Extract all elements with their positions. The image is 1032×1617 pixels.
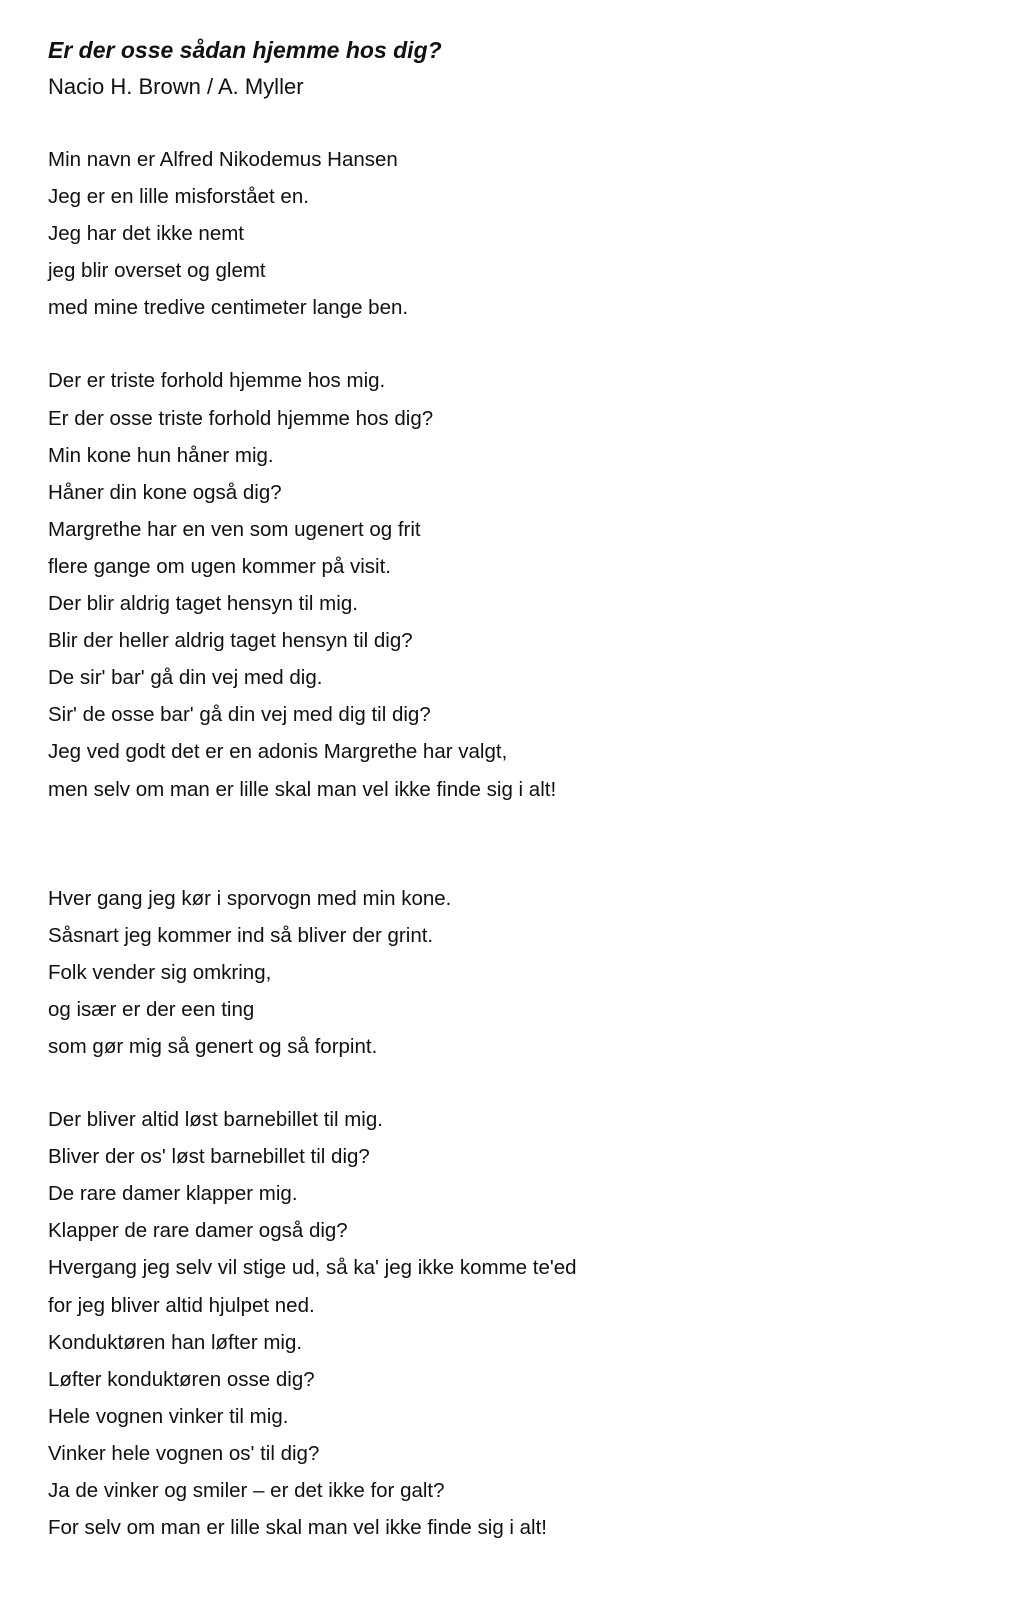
verse-line: Håner din kone også dig? [48,480,282,504]
verse-line: med mine tredive centimeter lange ben. [48,296,409,320]
verse-line: Ja de vinker og smiler – er det ikke for galt? [48,1479,445,1502]
verse-line: Folk vender sig omkring, [48,960,272,984]
verse-line: Konduktøren han løfter mig. [48,1330,303,1354]
verse-line: jeg blir overset og glemt [48,259,266,283]
verse-line: Der bliver altid løst barnebillet til mig. [48,1108,383,1132]
verse-line: Såsnart jeg kommer ind så bliver der grint. [48,923,434,947]
verse-line: Klapper de rare damer også dig? [48,1219,348,1243]
verse-line: og især er der een ting [48,997,255,1021]
song-title: Er der osse sådan hjemme hos dig? [48,37,442,63]
verse-line: Vinker hele vognen os' til dig? [48,1441,320,1465]
verse-line: Jeg er en lille misforstået en. [48,185,309,209]
verse-line: Hver gang jeg kør i sporvogn med min kone. [48,886,452,910]
verse-line: som gør mig så genert og så forpint. [48,1034,378,1058]
verse-line: flere gange om ugen kommer på visit. [48,554,391,578]
verse-line: De rare damer klapper mig. [48,1182,298,1206]
verse-line: Der blir aldrig taget hensyn til mig. [48,592,358,616]
stanza-1 [48,141,1032,326]
verse-line: men selv om man er lille skal man vel ikke finde sig i alt! [48,777,557,801]
verse-line: Blir der heller aldrig taget hensyn til dig? [48,629,413,653]
song-authors: Nacio H. Brown / A. Myller [48,74,304,99]
verse-line: Jeg har det ikke nemt [48,222,244,246]
verse-line: Min navn er Alfred Nikodemus Hansen [48,148,398,171]
verse-line: For selv om man er lille skal man vel ikke finde sig i alt! [48,1516,548,1540]
verse-line: Løfter konduktøren osse dig? [48,1367,315,1391]
stanza-3 [48,880,1032,1065]
verse-line: Margrethe har en ven som ugenert og frit [48,517,421,541]
verse-line: Bliver der os' løst barnebillet til dig? [48,1145,370,1169]
stanza-4 [48,1101,1032,1546]
verse-line: Jeg ved godt det er en adonis Margrethe har valgt, [48,740,508,764]
stanza-2 [48,362,1032,807]
verse-line: De sir' bar' gå din vej med dig. [48,666,323,690]
verse-line: Er der osse triste forhold hjemme hos dig? [48,406,434,430]
verse-line: for jeg bliver altid hjulpet ned. [48,1293,315,1317]
verse-line: Hvergang jeg selv vil stige ud, så ka' jeg ikke komme te'ed [48,1256,577,1280]
verse-line: Hele vognen vinker til mig. [48,1404,289,1428]
verse-line: Min kone hun håner mig. [48,443,274,467]
verse-line: Sir' de osse bar' gå din vej med dig til dig? [48,703,431,727]
verse-line: Der er triste forhold hjemme hos mig. [48,369,386,393]
